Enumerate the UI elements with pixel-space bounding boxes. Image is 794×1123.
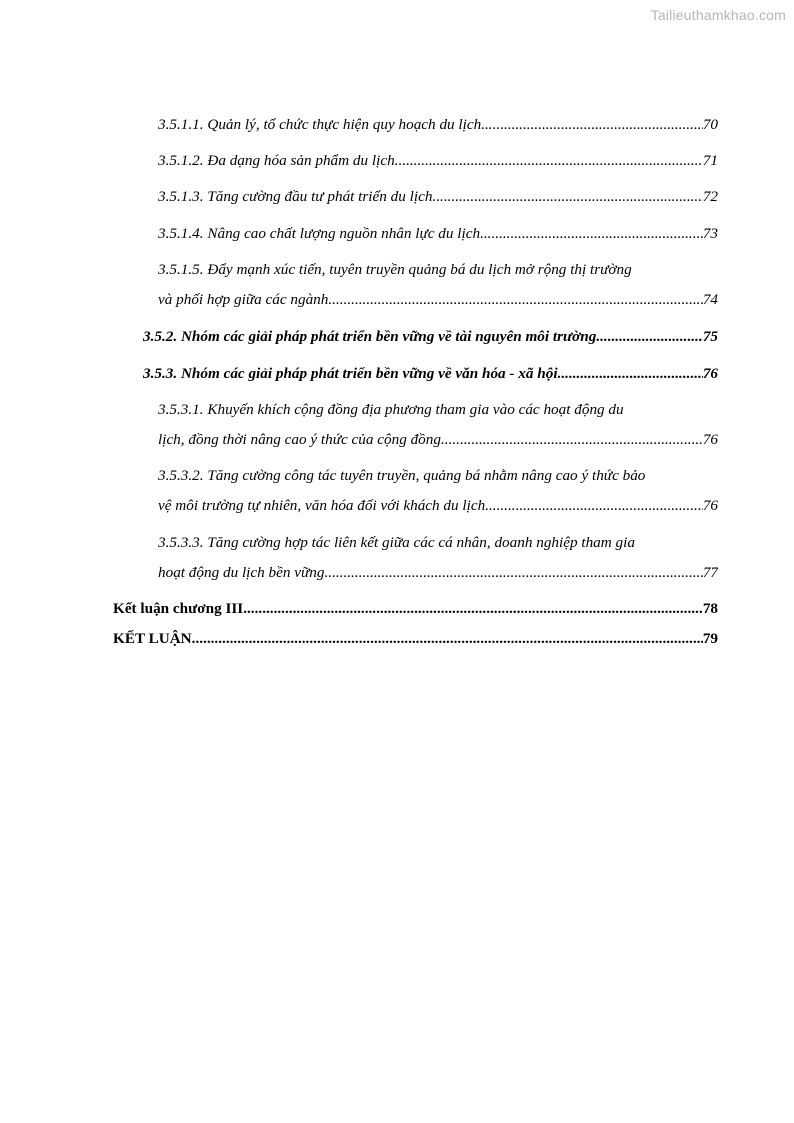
toc-entry-3-5-1-5-line1[interactable]: 3.5.1.5. Đẩy mạnh xúc tiến, tuyên truyền quảng bá du lịch mở rộng thị trường [158,261,632,278]
dot-leader [441,431,703,448]
dot-leader [192,630,703,647]
toc-entry-3-5-1-5[interactable] [158,291,718,308]
toc-entry-page: 79 [702,630,718,647]
dot-leader [481,116,703,133]
watermark: Tailieuthamkhao.com [650,7,786,23]
dot-leader [480,225,703,242]
toc-entry-3-5-3-1[interactable] [158,431,718,448]
toc-entry-label: 3.5.1.3. Tăng cường đầu tư phát triển du lịch [158,188,433,205]
toc-entry-3-5-3-3[interactable] [158,564,718,581]
toc-entry-page: 73 [702,225,718,242]
dot-leader [596,328,703,345]
dot-leader [558,365,703,382]
toc-entry-page: 74 [702,291,718,308]
toc-entry-label: KẾT LUẬN [113,630,192,647]
toc-entry-page: 76 [702,431,718,448]
toc-entry-3-5-2[interactable] [143,328,718,345]
toc-entry-label: 3.5.3. Nhóm các giải pháp phát triển bền vững về văn hóa - xã hội [143,365,558,382]
toc-entry-page: 72 [702,188,718,205]
dot-leader [332,291,703,308]
toc-entry-label: 3.5.2. Nhóm các giải pháp phát triển bền vững về tài nguyên môi trường [143,328,597,345]
toc-entry-page: 77 [702,564,718,581]
toc-entry-3-5-1-1[interactable] [158,116,718,133]
dot-leader [432,188,702,205]
toc-entry-label: vệ môi trường tự nhiên, văn hóa đối với khách du lịch [158,497,486,514]
toc-entry-page: 71 [702,152,718,169]
toc-entry-label: lịch, đồng thời nâng cao ý thức của cộng đồng [158,431,441,448]
toc-entry-page: 75 [702,328,718,345]
dot-leader [395,152,703,169]
toc-entry-ket-luan-chuong-iii[interactable] [113,600,718,617]
toc-entry-label: 3.5.1.2. Đa dạng hóa sản phẩm du lịch [158,152,395,169]
toc-entry-3-5-1-3[interactable] [158,188,718,205]
toc-entry-3-5-3-2-line1[interactable]: 3.5.3.2. Tăng cường công tác tuyên truyền, quảng bá nhằm nâng cao ý thức bảo [158,467,646,484]
toc-entry-page: 76 [702,497,718,514]
dot-leader [324,564,702,581]
toc-entry-3-5-3[interactable] [143,365,718,382]
toc-entry-3-5-1-4[interactable] [158,225,718,242]
dot-leader [243,600,703,617]
toc-entry-label: Kết luận chương III [113,600,244,617]
toc-entry-label: 3.5.1.4. Nâng cao chất lượng nguồn nhân lực du lịch [158,225,481,242]
toc-entry-page: 70 [702,116,718,133]
toc-entry-ket-luan[interactable] [113,630,718,647]
toc-entry-3-5-1-2[interactable] [158,152,718,169]
dot-leader [485,497,703,514]
toc-entry-3-5-3-1-line1[interactable]: 3.5.3.1. Khuyến khích cộng đồng địa phương tham gia vào các hoạt động du [158,401,624,418]
toc-entry-label: và phối hợp giữa các ngành. [158,291,333,308]
toc-entry-page: 78 [702,600,718,617]
toc-entry-label: 3.5.1.1. Quản lý, tổ chức thực hiện quy hoạch du lịch [158,116,482,133]
toc-entry-page: 76 [702,365,718,382]
toc-entry-3-5-3-2[interactable] [158,497,718,514]
toc-entry-3-5-3-3-line1[interactable]: 3.5.3.3. Tăng cường hợp tác liên kết giữa các cá nhân, doanh nghiệp tham gia [158,534,635,551]
toc-entry-label: hoạt động du lịch bền vững [158,564,325,581]
